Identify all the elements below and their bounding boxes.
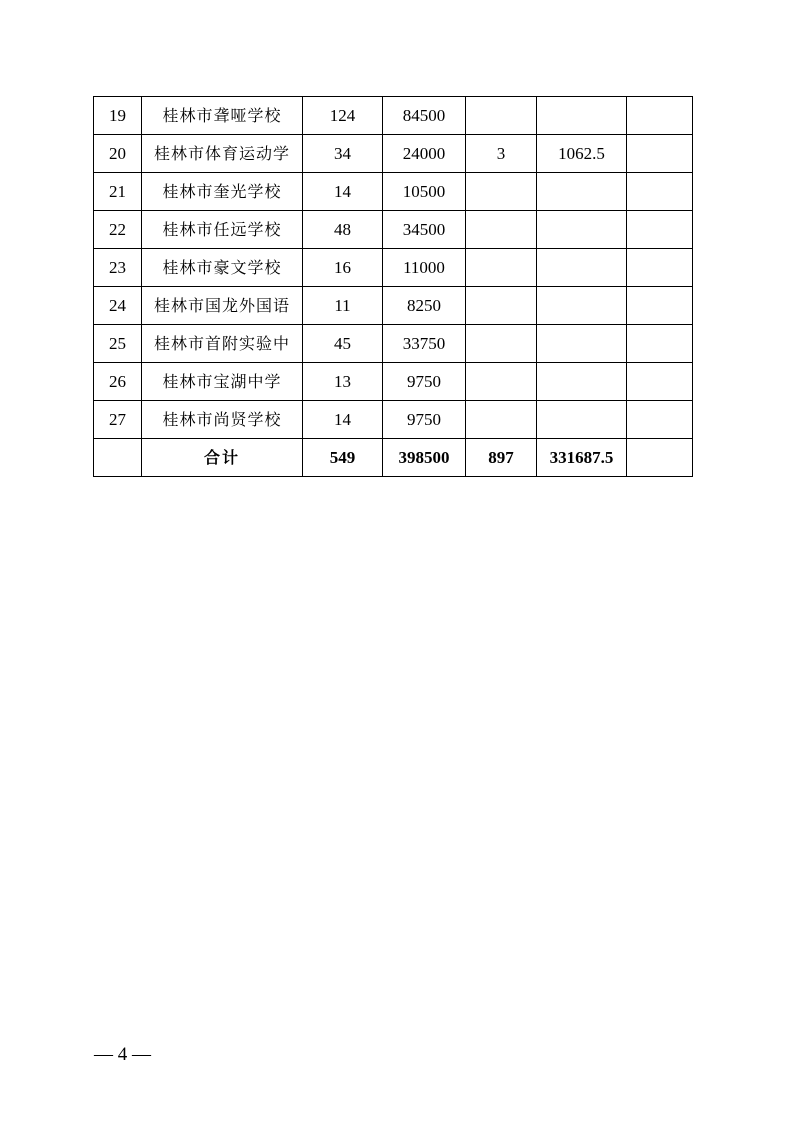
amount-cell: 10500 [383,173,466,211]
remark-cell [627,97,693,135]
count2-cell [466,325,537,363]
total-amount-cell: 398500 [383,439,466,477]
row-number-cell: 26 [94,363,142,401]
count-cell: 13 [303,363,383,401]
row-number-cell: 24 [94,287,142,325]
table-row [94,401,693,439]
total-number-cell [94,439,142,477]
table-row [94,135,693,173]
amount-cell: 11000 [383,249,466,287]
count2-cell [466,401,537,439]
count-cell: 124 [303,97,383,135]
table-body [94,97,693,477]
amount2-cell [537,97,627,135]
table-row [94,173,693,211]
table-row [94,363,693,401]
amount2-cell [537,401,627,439]
school-name-cell: 桂林市豪文学校 [142,249,303,287]
amount2-cell [537,325,627,363]
amount-cell: 84500 [383,97,466,135]
amount-cell: 9750 [383,363,466,401]
count2-cell [466,363,537,401]
count-cell: 16 [303,249,383,287]
row-number-cell: 25 [94,325,142,363]
amount-cell: 34500 [383,211,466,249]
amount2-cell: 1062.5 [537,135,627,173]
count-cell: 34 [303,135,383,173]
row-number-cell: 27 [94,401,142,439]
row-number-cell: 23 [94,249,142,287]
amount2-cell [537,173,627,211]
data-table [93,96,693,477]
remark-cell [627,173,693,211]
remark-cell [627,135,693,173]
total-remark-cell [627,439,693,477]
school-name-cell: 桂林市宝湖中学 [142,363,303,401]
count2-cell: 3 [466,135,537,173]
row-number-cell: 22 [94,211,142,249]
count-cell: 45 [303,325,383,363]
total-row [94,439,693,477]
total-count2-cell: 897 [466,439,537,477]
school-name-cell: 桂林市首附实验中 [142,325,303,363]
table-row [94,325,693,363]
table-row [94,97,693,135]
remark-cell [627,249,693,287]
amount2-cell [537,211,627,249]
count2-cell [466,173,537,211]
page-number: — 4 — [94,1044,151,1065]
count2-cell [466,249,537,287]
amount-cell: 9750 [383,401,466,439]
count-cell: 14 [303,173,383,211]
remark-cell [627,325,693,363]
amount2-cell [537,363,627,401]
amount-cell: 33750 [383,325,466,363]
row-number-cell: 21 [94,173,142,211]
count-cell: 48 [303,211,383,249]
table-row [94,211,693,249]
amount2-cell [537,249,627,287]
table-row [94,287,693,325]
remark-cell [627,401,693,439]
school-name-cell: 桂林市任远学校 [142,211,303,249]
amount-cell: 8250 [383,287,466,325]
remark-cell [627,363,693,401]
table-row [94,249,693,287]
total-count-cell: 549 [303,439,383,477]
remark-cell [627,287,693,325]
remark-cell [627,211,693,249]
amount-cell: 24000 [383,135,466,173]
count2-cell [466,287,537,325]
amount2-cell [537,287,627,325]
row-number-cell: 20 [94,135,142,173]
school-name-cell: 桂林市奎光学校 [142,173,303,211]
count2-cell [466,211,537,249]
total-label-cell: 合计 [142,439,303,477]
school-name-cell: 桂林市尚贤学校 [142,401,303,439]
school-name-cell: 桂林市体育运动学 [142,135,303,173]
total-amount2-cell: 331687.5 [537,439,627,477]
count2-cell [466,97,537,135]
row-number-cell: 19 [94,97,142,135]
count-cell: 14 [303,401,383,439]
school-name-cell: 桂林市聋哑学校 [142,97,303,135]
school-name-cell: 桂林市国龙外国语 [142,287,303,325]
count-cell: 11 [303,287,383,325]
